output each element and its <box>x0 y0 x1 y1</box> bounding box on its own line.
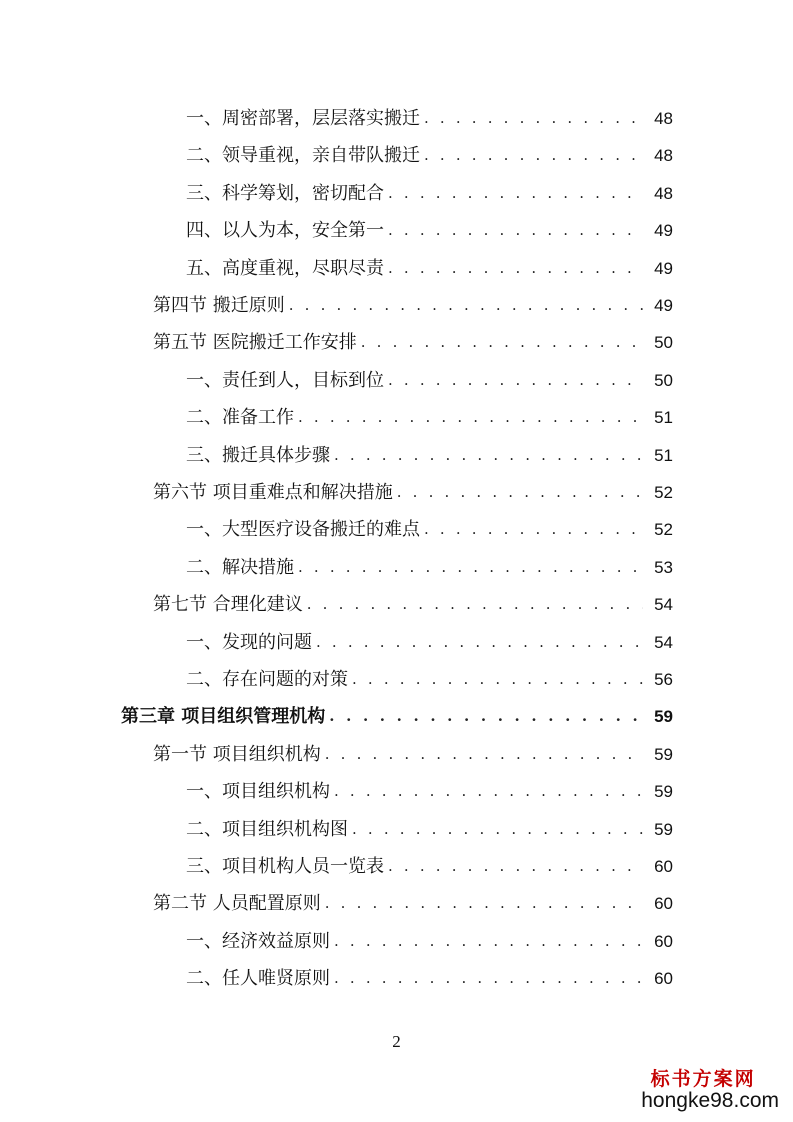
toc-entry-title: 一、发现的问题 <box>186 631 312 653</box>
toc-entry-page: 50 <box>654 370 673 390</box>
toc-entry-page: 59 <box>654 819 673 839</box>
toc-dot-leader <box>352 811 643 848</box>
toc-entry-title: 二、领导重视，亲自带队搬迁 <box>186 145 420 167</box>
toc-entry-page: 49 <box>654 258 673 278</box>
toc-dot-leader <box>388 175 643 212</box>
toc-entry-page: 52 <box>654 520 673 540</box>
toc-section <box>153 324 673 361</box>
toc-dot-leader <box>334 437 643 474</box>
toc-entry-title: 第七节 合理化建议 <box>153 594 303 616</box>
toc-entry-title: 三、科学筹划，密切配合 <box>186 182 384 204</box>
toc-entry-page: 59 <box>654 744 673 764</box>
toc-dot-leader <box>289 287 643 324</box>
toc-subsection <box>186 773 673 810</box>
toc-dot-leader <box>424 100 643 137</box>
toc-dot-leader <box>424 137 643 174</box>
toc-entry-page: 60 <box>654 931 673 951</box>
toc-subsection <box>186 175 673 212</box>
toc-subsection <box>186 437 673 474</box>
toc-entry-page: 53 <box>654 557 673 577</box>
toc-entry-page: 52 <box>654 483 673 502</box>
toc-entry-page: 48 <box>654 109 673 128</box>
toc-dot-leader <box>397 474 643 511</box>
watermark-url: hongke98.com <box>641 1088 779 1112</box>
toc-subsection <box>186 399 673 436</box>
toc-dot-leader <box>361 324 643 361</box>
toc-dot-leader <box>388 362 643 399</box>
toc-entry-title: 一、责任到人，目标到位 <box>186 369 384 391</box>
toc-entry-title: 一、周密部署，层层落实搬迁 <box>186 108 420 129</box>
toc-entry-title: 第四节 搬迁原则 <box>153 295 285 316</box>
toc-entry-page: 54 <box>654 632 673 652</box>
toc-entry-title: 一、大型医疗设备搬迁的难点 <box>186 519 420 541</box>
toc-section <box>153 736 673 773</box>
toc-subsection <box>186 100 673 137</box>
watermark-logo <box>641 1070 779 1112</box>
toc-section <box>153 586 673 623</box>
toc-chapter <box>121 698 673 735</box>
toc-subsection <box>186 137 673 174</box>
toc-section <box>153 474 673 511</box>
watermark-name: 标书方案网 <box>650 1068 756 1090</box>
toc-subsection <box>186 549 673 586</box>
toc-entry-title: 四、以人为本，安全第一 <box>186 220 384 242</box>
toc-dot-leader <box>298 399 643 436</box>
toc-dot-leader <box>352 661 643 698</box>
toc-subsection <box>186 212 673 249</box>
toc-entry-title: 第五节 医院搬迁工作安排 <box>153 332 357 354</box>
toc-entry-title: 第六节 项目重难点和解决措施 <box>153 482 393 503</box>
toc-dot-leader <box>307 586 643 623</box>
toc-subsection <box>186 960 673 997</box>
toc-entry-title: 二、项目组织机构图 <box>186 818 348 840</box>
page-number: 2 <box>392 1032 401 1051</box>
toc-entry-title: 三、搬迁具体步骤 <box>186 444 330 466</box>
toc-entry-title: 三、项目机构人员一览表 <box>186 856 384 877</box>
toc-dot-leader <box>334 773 643 810</box>
toc-entry-page: 48 <box>654 146 673 166</box>
toc-dot-leader <box>329 698 643 735</box>
toc-subsection <box>186 848 673 885</box>
toc-entry-title: 五、高度重视，尽职尽责 <box>186 257 384 279</box>
toc-entry-title: 一、经济效益原则 <box>186 930 330 952</box>
toc-entry-page: 54 <box>654 595 673 615</box>
toc-entry-page: 48 <box>654 183 673 203</box>
toc-subsection <box>186 661 673 698</box>
toc-dot-leader <box>298 549 643 586</box>
toc-entry-title: 第二节 人员配置原则 <box>153 893 321 915</box>
toc-entry-title: 一、项目组织机构 <box>186 781 330 803</box>
toc-entry-title: 第一节 项目组织机构 <box>153 743 321 765</box>
toc-dot-leader <box>388 848 643 885</box>
toc-subsection <box>186 624 673 661</box>
toc-dot-leader <box>388 212 643 249</box>
toc-section <box>153 287 673 324</box>
toc-subsection <box>186 511 673 548</box>
toc-entry-page: 60 <box>654 894 673 914</box>
toc-entry-title: 二、解决措施 <box>186 556 294 578</box>
toc-entry-page: 60 <box>654 969 673 989</box>
toc-dot-leader <box>325 736 643 773</box>
toc-dot-leader <box>388 250 643 287</box>
toc-dot-leader <box>334 960 643 997</box>
toc-entry-page: 56 <box>654 670 673 689</box>
toc-entry-title: 二、存在问题的对策 <box>186 669 348 690</box>
toc-subsection <box>186 362 673 399</box>
toc-section <box>153 885 673 922</box>
toc-entry-page: 59 <box>654 707 673 727</box>
toc-subsection <box>186 923 673 960</box>
toc-subsection <box>186 250 673 287</box>
toc-entry-title: 二、任人唯贤原则 <box>186 968 330 990</box>
toc-entry-page: 50 <box>654 333 673 353</box>
toc-entry-title: 第三章 项目组织管理机构 <box>121 706 326 728</box>
toc-dot-leader <box>424 511 643 548</box>
toc-entry-title: 二、准备工作 <box>186 407 294 429</box>
toc-entry-page: 49 <box>654 296 673 315</box>
toc-entry-page: 51 <box>654 445 673 465</box>
toc-entry-page: 51 <box>654 408 673 428</box>
toc-subsection <box>186 811 673 848</box>
toc-entry-page: 59 <box>654 782 673 802</box>
toc-entry-page: 60 <box>654 857 673 876</box>
toc-dot-leader <box>334 923 643 960</box>
toc-dot-leader <box>325 885 643 922</box>
toc-entry-page: 49 <box>654 221 673 241</box>
toc-dot-leader <box>316 624 643 661</box>
